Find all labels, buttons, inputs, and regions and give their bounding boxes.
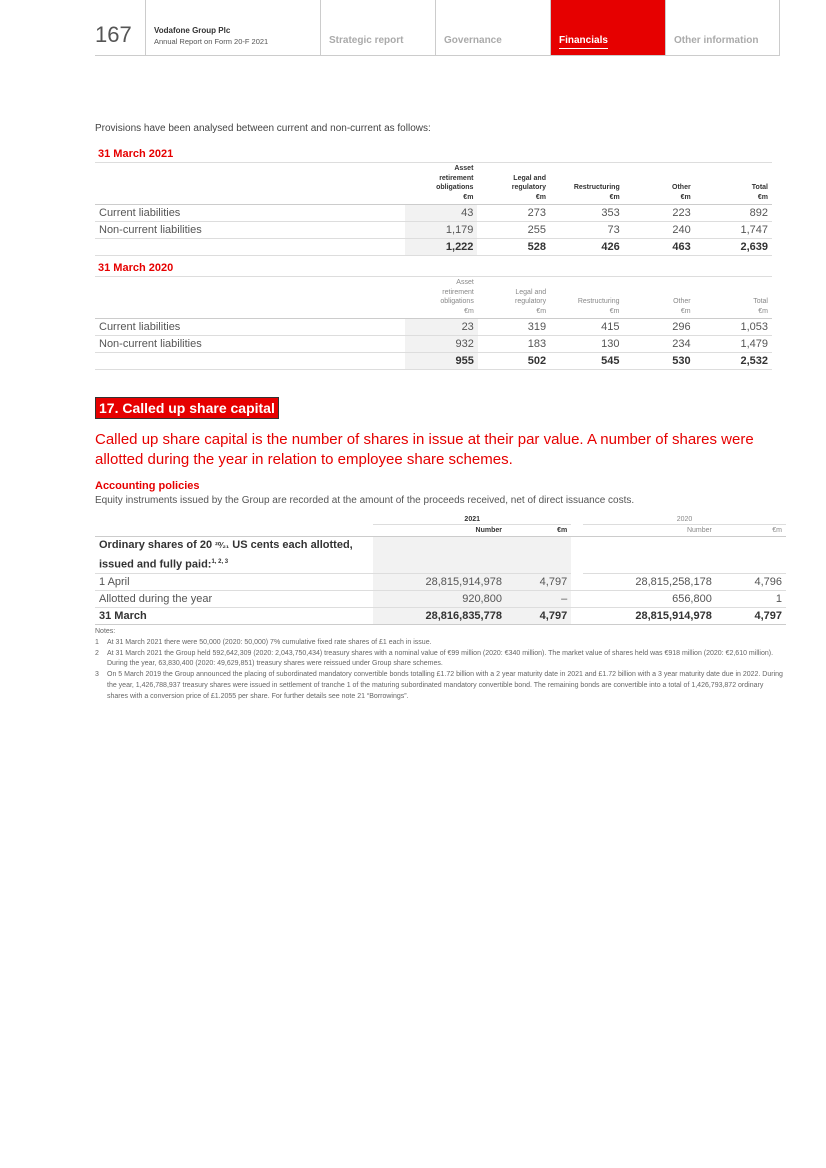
notes-heading: Notes: bbox=[95, 628, 116, 635]
accounting-policies-text: Equity instruments issued by the Group are recorded at the amount of the proceeds received, net of direct issuance costs. bbox=[95, 495, 635, 506]
table-row: Allotted during the year 920,800 – 656,800 1 bbox=[95, 590, 786, 607]
table-row: Non-current liabilities 1,179 255 73 240 1,747 bbox=[95, 222, 772, 239]
note-item: 3 On 5 March 2019 the Group announced the placing of subordinated mandatory convertible bonds totalling £1.72 billion with a 2 year maturity date in 2021 and £1.72 billion with a 3 year maturity date due in 2022. During the year, 1,426,788,937 treasury shares were issued in settlement of tranche 1 of the maturing subordinated mandatory convertible bond. The remaining bonds are convertible into a total of 1,426,793,872 ordinary shares with a conversion price of £1.2055 per share. For further details see note 21 “Borrowings”. bbox=[95, 671, 783, 700]
column-header: Asset retirement obligations €m bbox=[405, 163, 478, 205]
column-header: Total €m bbox=[695, 163, 772, 205]
company-name: Vodafone Group Plc bbox=[154, 26, 231, 35]
table-total-row: 1,222 528 426 463 2,639 bbox=[95, 239, 772, 256]
table-total-row: 31 March 28,816,835,778 4,797 28,815,914,978 4,797 bbox=[95, 607, 786, 624]
note-17-lead: Called up share capital is the number of shares in issue at their par value. A number of shares were allotted during the year in relation to employee share schemes. bbox=[95, 431, 754, 468]
column-header: Other €m bbox=[624, 163, 695, 205]
year-2021-header: 2021 bbox=[373, 514, 571, 525]
year-2020-header: 2020 bbox=[583, 514, 786, 525]
section-title-2020: 31 March 2020 bbox=[98, 262, 174, 274]
column-header: Total €m bbox=[695, 277, 772, 319]
page-number: 167 bbox=[95, 22, 132, 47]
section-title-2021: 31 March 2021 bbox=[98, 148, 174, 160]
tab-strategic-report[interactable] bbox=[320, 0, 435, 55]
column-header: Legal and regulatory €m bbox=[478, 277, 550, 319]
tab-label: Strategic report bbox=[329, 35, 404, 46]
table-row: Current liabilities 43 273 353 223 892 bbox=[95, 205, 772, 222]
note-item: 2 At 31 March 2021 the Group held 592,642,309 (2020: 2,043,750,434) treasury shares with a nominal value of €99 million (2020: €340 million). The market value of shares held was €918 million (2020: €2,610 million). During the year, 63,830,400 (2020: 49,629,851) treasury shares were reissued under Group share schemes. bbox=[95, 649, 774, 668]
tab-other-information[interactable] bbox=[665, 0, 780, 55]
note-item: 1 At 31 March 2021 there were 50,000 (2020: 50,000) 7% cumulative fixed rate shares of £1 each in issue. bbox=[95, 638, 432, 646]
share-capital-table bbox=[95, 514, 786, 625]
page-header bbox=[95, 0, 780, 56]
table-total-row: 955 502 545 530 2,532 bbox=[95, 353, 772, 370]
tab-label: Other information bbox=[674, 35, 759, 46]
provisions-table-2020 bbox=[95, 276, 772, 370]
tab-governance[interactable] bbox=[435, 0, 550, 55]
col-number-2020: Number bbox=[583, 525, 716, 537]
column-header: Legal and regulatory €m bbox=[477, 163, 550, 205]
provisions-table-2021 bbox=[95, 162, 772, 256]
table-row: Non-current liabilities 932 183 130 234 1,479 bbox=[95, 336, 772, 353]
tab-label: Financials bbox=[559, 35, 608, 49]
col-number-2021: Number bbox=[373, 525, 506, 537]
column-header: Other €m bbox=[624, 277, 695, 319]
ordinary-shares-label: Ordinary shares of 20 ²⁰⁄₂₁ US cents each allotted, issued and fully paid:$^{1, 2, 3}$ bbox=[95, 537, 373, 574]
provisions-intro: Provisions have been analysed between current and non-current as follows: bbox=[95, 123, 431, 134]
column-header: Asset retirement obligations €m bbox=[405, 277, 478, 319]
note-17-title: 17. Called up share capital bbox=[95, 397, 279, 419]
column-header: Restructuring €m bbox=[550, 163, 624, 205]
notes bbox=[95, 627, 785, 703]
report-name: Annual Report on Form 20-F 2021 bbox=[154, 37, 269, 46]
column-header: Restructuring €m bbox=[550, 277, 623, 319]
col-em-2020: €m bbox=[716, 525, 786, 537]
tab-financials[interactable] bbox=[550, 0, 665, 55]
tab-label: Governance bbox=[444, 35, 502, 46]
col-em-2021: €m bbox=[506, 525, 571, 537]
company-cell bbox=[145, 0, 320, 55]
accounting-policies-title: Accounting policies bbox=[95, 480, 200, 492]
table-row: Current liabilities 23 319 415 296 1,053 bbox=[95, 319, 772, 336]
table-row: 1 April 28,815,914,978 4,797 28,815,258,178 4,796 bbox=[95, 573, 786, 590]
